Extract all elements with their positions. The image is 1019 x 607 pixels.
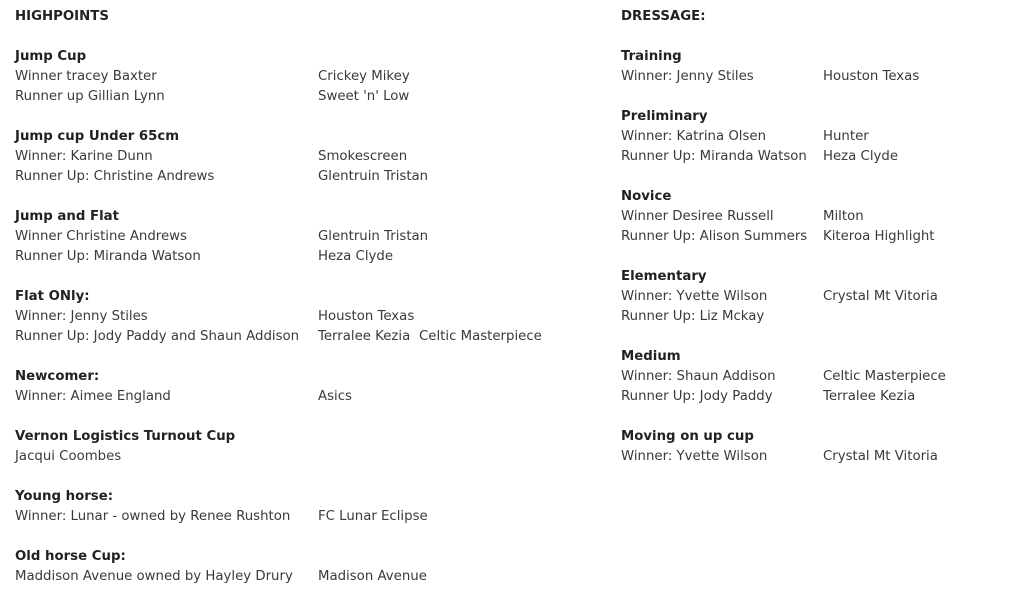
horse-name: Milton (823, 209, 864, 224)
rider-name: Winner Christine Andrews (15, 229, 187, 244)
horse-name: Glentruin Tristan (318, 229, 429, 244)
horse-name: Crickey Mikey (318, 69, 410, 84)
award-entry (621, 67, 1011, 87)
award-title: Jump cup Under 65cm (15, 129, 180, 144)
horse-name: Asics (318, 389, 352, 404)
award-entry (15, 327, 585, 347)
rider-name: Winner: Aimee England (15, 389, 171, 404)
award-section (15, 127, 585, 187)
award-title: Training (621, 49, 682, 64)
award-entry (15, 307, 585, 327)
rider-name: Runner Up: Miranda Watson (15, 249, 201, 264)
award-entry (15, 507, 585, 527)
award-entry (15, 567, 585, 587)
rider-name: Winner: Karine Dunn (15, 149, 153, 164)
award-entry (15, 247, 585, 267)
rider-name: Runner Up: Liz Mckay (621, 309, 765, 324)
rider-name: Winner: Shaun Addison (621, 369, 776, 384)
award-entry (15, 167, 585, 187)
award-section (621, 187, 1011, 247)
award-entry (15, 87, 585, 107)
rider-name: Winner: Yvette Wilson (621, 449, 768, 464)
award-entry (15, 67, 585, 87)
award-section (15, 207, 585, 267)
dressage-column (621, 7, 1011, 487)
rider-name: Runner Up: Miranda Watson (621, 149, 807, 164)
award-entry (621, 127, 1011, 147)
award-section (621, 427, 1011, 467)
award-section (15, 487, 585, 527)
horse-name: Celtic Masterpiece (823, 369, 946, 384)
award-title: Medium (621, 349, 681, 364)
horse-name: Terralee Kezia (318, 329, 411, 344)
horse-name: Celtic Masterpiece (419, 329, 542, 344)
award-entry (621, 307, 1011, 327)
rider-name: Winner: Katrina Olsen (621, 129, 767, 144)
rider-name: Runner Up: Alison Summers (621, 229, 808, 244)
rider-name: Winner tracey Baxter (15, 69, 157, 84)
award-entry (621, 287, 1011, 307)
horse-name: Crystal Mt Vitoria (823, 289, 938, 304)
award-title: Novice (621, 189, 672, 204)
award-section (621, 267, 1011, 327)
award-section (621, 47, 1011, 87)
rider-name: Maddison Avenue owned by Hayley Drury (15, 569, 293, 584)
award-title: Jump Cup (15, 49, 87, 64)
rider-name: Winner: Jenny Stiles (15, 309, 148, 324)
horse-name: Hunter (823, 129, 869, 144)
award-section (621, 107, 1011, 167)
award-entry (621, 227, 1011, 247)
horse-name: Kiteroa Highlight (823, 229, 935, 244)
rider-name: Runner Up: Jody Paddy and Shaun Addison (15, 329, 300, 344)
rider-name: Winner Desiree Russell (621, 209, 774, 224)
rider-name: Jacqui Coombes (15, 449, 122, 464)
horse-name: Heza Clyde (823, 149, 899, 164)
award-title: Moving on up cup (621, 429, 754, 444)
award-entry (621, 147, 1011, 167)
horse-name: Houston Texas (823, 69, 920, 84)
award-entry (621, 207, 1011, 227)
award-title: Elementary (621, 269, 707, 284)
award-title: Jump and Flat (15, 209, 119, 224)
award-section (15, 367, 585, 407)
rider-name: Runner Up: Jody Paddy (621, 389, 773, 404)
award-section (15, 287, 585, 347)
horse-name: FC Lunar Eclipse (318, 509, 428, 524)
horse-name: Sweet 'n' Low (318, 89, 410, 104)
highpoints-sections (15, 47, 585, 587)
rider-name: Runner Up: Christine Andrews (15, 169, 215, 184)
dressage-sections (621, 47, 1011, 467)
award-entry (15, 387, 585, 407)
rider-name: Winner: Lunar - owned by Renee Rushton (15, 509, 291, 524)
horse-name: Terralee Kezia (823, 389, 916, 404)
award-section (15, 427, 585, 467)
horse-name: Glentruin Tristan (318, 169, 429, 184)
award-section (15, 547, 585, 587)
horse-name: Crystal Mt Vitoria (823, 449, 938, 464)
award-section (621, 347, 1011, 407)
award-entry (621, 387, 1011, 407)
award-title: Flat ONly: (15, 289, 90, 304)
award-entry (621, 447, 1011, 467)
highpoints-column (15, 7, 585, 607)
rider-name: Winner: Jenny Stiles (621, 69, 754, 84)
rider-name: Runner up Gillian Lynn (15, 89, 165, 104)
award-entry (15, 147, 585, 167)
dressage-heading: DRESSAGE: (621, 9, 706, 24)
award-title: Young horse: (15, 489, 114, 504)
award-entry (621, 367, 1011, 387)
award-title: Newcomer: (15, 369, 100, 384)
horse-name: Madison Avenue (318, 569, 427, 584)
award-title: Vernon Logistics Turnout Cup (15, 429, 236, 444)
horse-name: Houston Texas (318, 309, 415, 324)
award-title: Preliminary (621, 109, 708, 124)
award-entry (15, 447, 585, 467)
award-title: Old horse Cup: (15, 549, 126, 564)
rider-name: Winner: Yvette Wilson (621, 289, 768, 304)
award-section (15, 47, 585, 107)
highpoints-heading: HIGHPOINTS (15, 9, 109, 24)
award-entry (15, 227, 585, 247)
horse-name: Heza Clyde (318, 249, 394, 264)
horse-name: Smokescreen (318, 149, 408, 164)
